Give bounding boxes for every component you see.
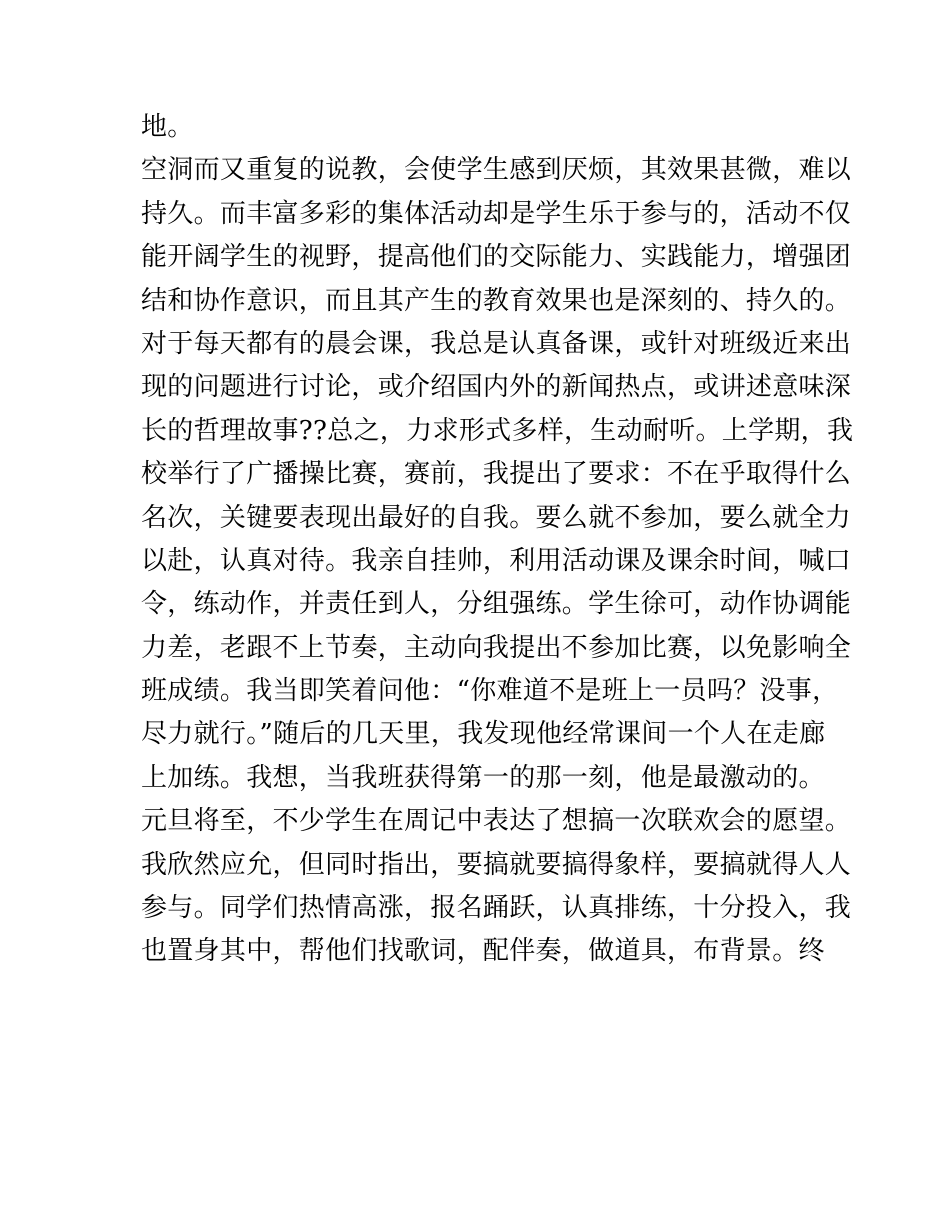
text-line: 元旦将至，不少学生在周记中表达了想搞一次联欢会的愿望。 [141,806,852,837]
text-line: 结和协作意识，而且其产生的教育效果也是深刻的、持久的。 [141,285,852,316]
text-line: 校举行了广播操比赛，赛前，我提出了要求：不在乎取得什么 [141,459,852,490]
text-line: 班成绩。我当即笑着问他：“你难道不是班上一员吗？没事， [141,676,839,707]
text-line: 现的问题进行讨论，或介绍国内外的新闻热点，或讲述意味深 [141,372,852,403]
text-line: 参与。同学们热情高涨，报名踊跃，认真排练，十分投入，我 [141,893,852,924]
body-text [141,106,854,974]
text-line: 能开阔学生的视野，提高他们的交际能力、实践能力，增强团 [141,242,852,273]
text-line: 上加练。我想，当我班获得第一的那一刻，他是最激动的。 [141,762,825,793]
text-line: 以赴，认真对待。我亲自挂帅，利用活动课及课余时间，喊口 [141,545,852,576]
text-line: 长的哲理故事??总之，力求形式多样，生动耐听。上学期，我 [141,415,854,446]
text-line: 尽力就行。”随后的几天里，我发现他经常课间一个人在走廊 [141,719,826,750]
text-line: 令，练动作，并责任到人，分组强练。学生徐可，动作协调能 [141,589,852,620]
text-line: 我欣然应允，但同时指出，要搞就要搞得象样，要搞就得人人 [141,849,852,880]
text-line: 对于每天都有的晨会课，我总是认真备课，或针对班级近来出 [141,328,852,359]
text-line: 力差，老跟不上节奏，主动向我提出不参加比赛，以免影响全 [141,632,852,663]
text-line: 名次，关键要表现出最好的自我。要么就不参加，要么就全力 [141,502,852,533]
text-line: 空洞而又重复的说教，会使学生感到厌烦，其效果甚微，难以 [141,155,852,186]
text-line: 地。 [141,112,194,142]
text-line: 持久。而丰富多彩的集体活动却是学生乐于参与的，活动不仅 [141,198,852,229]
text-line: 也置身其中，帮他们找歌词，配伴奏，做道具，布背景。终 [141,936,825,967]
